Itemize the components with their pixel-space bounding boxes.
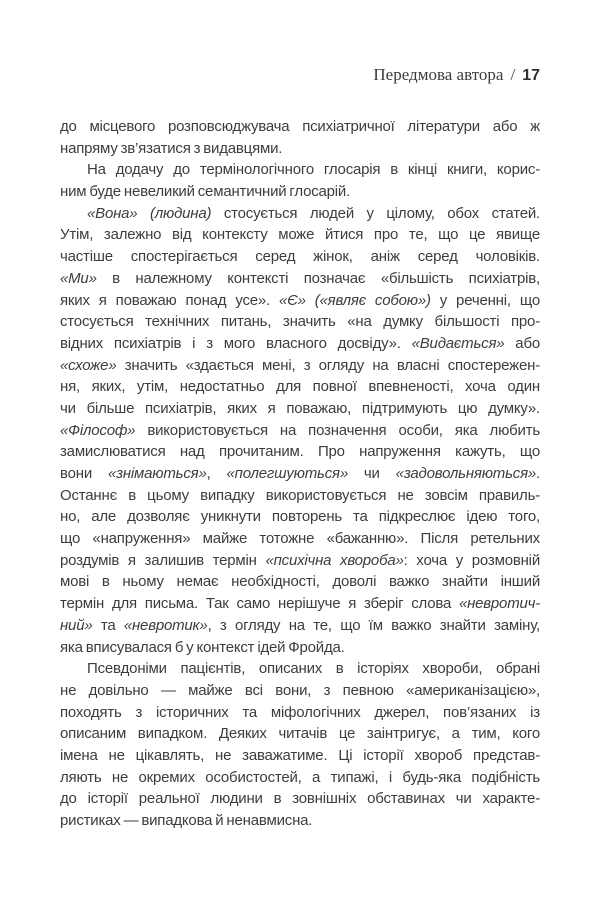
text-segment: вони — [60, 465, 108, 482]
text-segment: роздумів я залишив термін — [60, 551, 266, 569]
text-line — [60, 637, 540, 659]
text-segment-italic: «задовольняються» — [395, 465, 537, 482]
text-segment: що «напруження» майже тотожне «бажанню». Після ретельних — [60, 530, 540, 548]
text-segment: використовується на позначення особи, яка любить — [135, 421, 540, 439]
text-segment-italic: «психічна хвороба» — [265, 551, 404, 569]
text-segment: Останнє в цьому випадку використовується не зовсім правиль- — [60, 486, 540, 504]
text-segment: та — [92, 616, 124, 634]
page-number: 17 — [522, 67, 540, 84]
text-line — [60, 355, 540, 377]
text-segment: в належному контексті позначає «більшість психіатрів, — [96, 269, 540, 287]
text-segment: ляють не окремих особистостей, а типажі, і будь-яка подібність — [60, 768, 540, 786]
text-segment-italic: «Ми» — [60, 269, 97, 287]
text-segment-italic: «Є» («являє собою») — [279, 291, 431, 309]
text-segment: На додачу до термінологічного глосарія в кінці книги, корис- — [87, 161, 540, 179]
text-segment: мові в ньому немає необхідності, доволі важко знайти інший — [60, 573, 540, 591]
text-line — [60, 767, 540, 789]
text-segment-italic: «схоже» — [60, 356, 117, 374]
text-segment: ня, яких, утім, недостатньо для повної впевненості, хоча один — [60, 378, 540, 396]
text-line — [60, 745, 540, 767]
text-segment-italic: «знімаються» — [107, 465, 207, 482]
text-segment: яка вписувалася б у контекст ідей Фройда. — [60, 638, 345, 656]
text-line — [60, 658, 540, 680]
text-segment: або — [504, 334, 540, 352]
text-segment: ристиках — випадкова й ненавмисна. — [60, 812, 313, 829]
text-segment: Утім, залежно від контексту може йтися про те, що це явище — [60, 226, 540, 244]
chapter-title: Передмова автора — [373, 65, 504, 84]
text-segment: стосується технічних питань, значить «на думку більшості про- — [60, 313, 540, 331]
text-segment: частіше спостерігається серед жінок, аніж серед чоловіків. — [60, 248, 540, 266]
text-line — [60, 810, 540, 832]
text-line — [60, 702, 540, 724]
text-line — [60, 485, 540, 507]
text-line — [60, 333, 540, 355]
text-segment: імена не цікавлять, не заважатиме. Ці історії хвороб представ- — [60, 746, 540, 764]
text-line — [60, 246, 540, 268]
text-segment: стосується людей у цілому, обох статей. — [211, 204, 540, 222]
page-header — [373, 65, 540, 85]
text-segment: , з огляду на те, що їм важко знайти заміну, — [207, 616, 540, 634]
text-line — [60, 506, 540, 528]
text-line — [60, 138, 540, 160]
text-segment-italic: «полегшуються» — [226, 465, 348, 482]
text-line — [60, 680, 540, 702]
text-line — [60, 723, 540, 745]
text-segment: Псевдоніми пацієнтів, описаних в історіях хвороби, обрані — [87, 660, 540, 678]
text-segment: до історії реальної людини в зовнішніх обставинах чи характе- — [60, 790, 540, 808]
text-segment: відних психіатрів і з мого власного досвіду». — [60, 334, 412, 352]
text-segment: описаним випадком. Деяких читачів це заінтригує, а тим, кого — [60, 725, 540, 743]
text-line — [60, 550, 540, 572]
text-segment: значить «здається мені, з огляду на власні спостережен- — [116, 356, 540, 374]
text-segment-italic: «Видається» — [411, 334, 505, 352]
text-line — [60, 463, 540, 485]
text-segment: походять з історичних та міфологічних джерел, пов’язаних із — [60, 703, 540, 721]
text-segment: напряму зв’язатися з видавцями. — [60, 139, 283, 157]
text-segment-italic: «Вона» (людина) — [87, 204, 212, 222]
text-segment-italic: «невротик» — [123, 616, 208, 634]
text-line — [60, 788, 540, 810]
body-text — [60, 116, 540, 832]
text-segment-italic: «невротич- — [458, 595, 540, 613]
text-line — [60, 268, 540, 290]
text-line — [60, 290, 540, 312]
text-segment: не довільно — майже всі вони, з певною «американізацією», — [60, 681, 540, 699]
text-line — [60, 116, 540, 138]
text-line — [60, 615, 540, 637]
text-segment: но, але дозволяє уникнути повторень та підкреслює ідею того, — [60, 508, 540, 526]
text-segment: чи більше психіатрів, яких я поважаю, підтримують цю думку». — [60, 399, 540, 417]
text-segment: , — [206, 465, 227, 482]
text-segment: термін для письма. Так само нерішуче я зберіг слова — [60, 595, 459, 613]
text-segment: до місцевого розповсюджувача психіатричної літератури або ж — [60, 118, 540, 135]
text-segment: яких я поважаю понад усе». — [60, 291, 280, 309]
text-line — [60, 571, 540, 593]
text-line — [60, 181, 540, 203]
text-line — [60, 224, 540, 246]
text-segment: . — [536, 465, 540, 482]
header-separator: / — [510, 65, 516, 84]
text-line — [60, 311, 540, 333]
text-segment-italic: «Філософ» — [60, 421, 136, 439]
text-segment: : хоча у розмовній — [403, 551, 540, 569]
text-line — [60, 528, 540, 550]
text-segment-italic: ний» — [60, 616, 93, 634]
text-segment: замислюватися над прочитаним. Про напруження кажуть, що — [60, 443, 540, 461]
text-line — [60, 593, 540, 615]
text-segment: у реченні, що — [430, 291, 540, 309]
text-line — [60, 441, 540, 463]
text-line — [60, 376, 540, 398]
text-segment: чи — [348, 465, 396, 482]
text-line — [60, 420, 540, 442]
text-segment: ним буде невеликий семантичний глосарій. — [60, 183, 351, 201]
text-line — [60, 398, 540, 420]
text-line — [60, 159, 540, 181]
text-line — [60, 203, 540, 225]
